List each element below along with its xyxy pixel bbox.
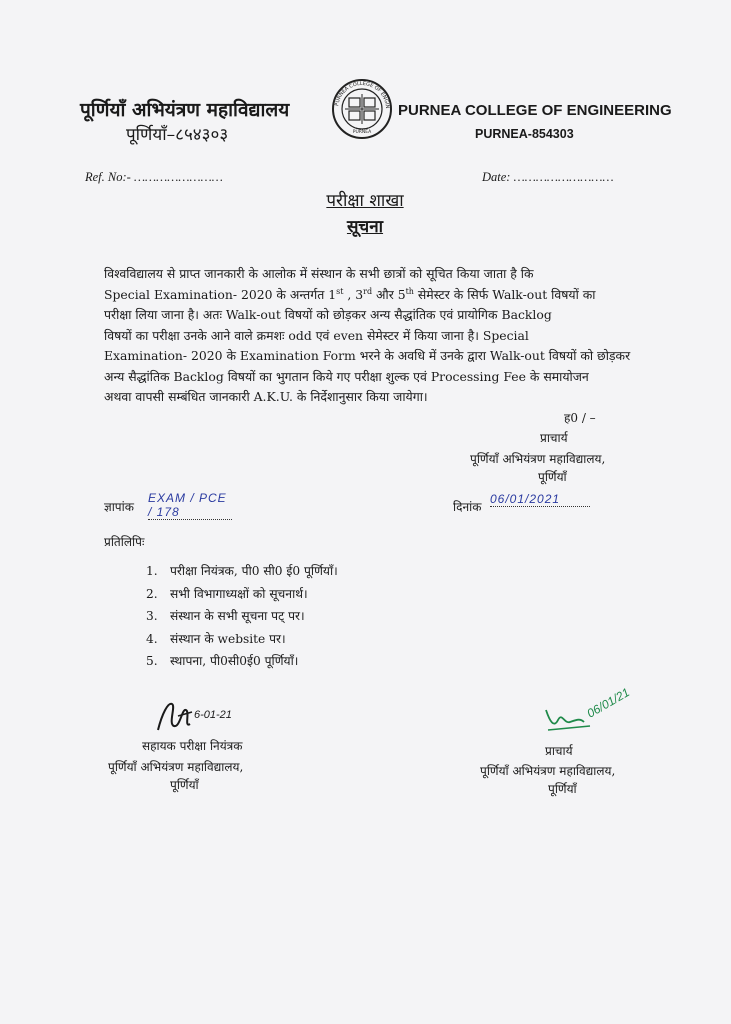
body-line: Examination- 2020 के Examination Form भरने के अवधि में उनके द्वारा Walk-out विषयों को छोड़कर	[104, 348, 631, 363]
college-address-english: PURNEA-854303	[475, 127, 574, 141]
memo-label: ज्ञापांक	[104, 500, 134, 514]
copy-list	[146, 562, 338, 675]
list-item: 2. सभी विभागाध्यक्षों को सूचनार्थ।	[146, 586, 308, 601]
section-title: परीक्षा शाखा	[326, 191, 404, 211]
principal-footer-place: पूर्णियाँ	[548, 782, 577, 796]
list-item: 5. स्थापना, पी0सी0ई0 पूर्णियाँ।	[146, 654, 299, 668]
assistant-place: पूर्णियाँ	[170, 778, 199, 792]
notice-title: सूचना	[346, 217, 384, 237]
college-address-hindi: पूर्णियाँ–८५४३०३	[126, 125, 229, 145]
body-line: विश्वविद्यालय से प्राप्त जानकारी के आलोक में संस्थान के सभी छात्रों को सूचित किया जाता है कि	[104, 266, 534, 281]
list-item: 3. संस्थान के सभी सूचना पट् पर।	[146, 609, 305, 623]
sign-mark: ह0 / –	[564, 411, 596, 425]
college-seal-icon	[331, 78, 393, 140]
list-item: 4. संस्थान के website पर।	[146, 631, 286, 646]
memo-number: EXAM / PCE / 178	[148, 491, 232, 520]
ref-number: Ref. No:- ……………………	[85, 170, 223, 184]
principal-title: प्राचार्य	[540, 431, 568, 445]
principal-signature-icon	[540, 680, 640, 735]
assistant-sign-date: 6-01-21	[194, 709, 232, 721]
list-item: 1. परीक्षा नियंत्रक, पी0 सी0 ई0 पूर्णियाँ।	[146, 564, 338, 578]
principal-footer-title: प्राचार्य	[545, 744, 573, 758]
copy-label: प्रतिलिपिः	[104, 535, 145, 549]
seal-ring-text: PURNEA COLLEGE OF ENGIN	[334, 80, 391, 109]
principal-footer-org: पूर्णियाँ अभियंत्रण महाविद्यालय,	[480, 764, 616, 778]
memo-date-label: दिनांक	[453, 500, 482, 514]
seal-bottom-text: PURNEA	[352, 130, 372, 135]
assistant-title: सहायक परीक्षा नियंत्रक	[142, 739, 243, 753]
assistant-signature-icon	[150, 694, 260, 736]
notice-body	[104, 264, 644, 408]
principal-sign-date: 06/01/21	[584, 685, 632, 721]
body-line: अन्य सैद्धांतिक Backlog विषयों का भुगतान किये गए परीक्षा शुल्क एवं Processing Fee के समायोजन	[104, 368, 589, 384]
college-name-english: PURNEA COLLEGE OF ENGINEERING	[398, 102, 672, 119]
principal-org: पूर्णियाँ अभियंत्रण महाविद्यालय,	[470, 452, 606, 466]
body-line: परीक्षा लिया जाना है। अतः Walk-out विषयों को छोड़कर अन्य सैद्धांतिक एवं प्रायोगिक Backlog	[104, 307, 552, 322]
college-name-hindi: पूर्णियाँ अभियंत्रण महाविद्यालय	[80, 99, 290, 121]
principal-place: पूर्णियाँ	[538, 470, 567, 484]
memo-date: 06/01/2021	[490, 492, 590, 507]
ref-date: Date: ………………………	[482, 170, 614, 184]
assistant-org: पूर्णियाँ अभियंत्रण महाविद्यालय,	[108, 760, 244, 774]
body-line: अथवा वापसी सम्बंधित जानकारी A.K.U. के निर्देशानुसार किया जायेगा।	[104, 389, 428, 404]
body-line: Special Examination- 2020 के अन्तर्गत 1st , 3rd और 5th सेमेस्टर के सिर्फ Walk-out विषयों का	[104, 286, 596, 302]
body-line: विषयों का परीक्षा उनके आने वाले क्रमशः odd एवं even सेमेस्टर में किया जाना है। Special	[104, 327, 529, 343]
